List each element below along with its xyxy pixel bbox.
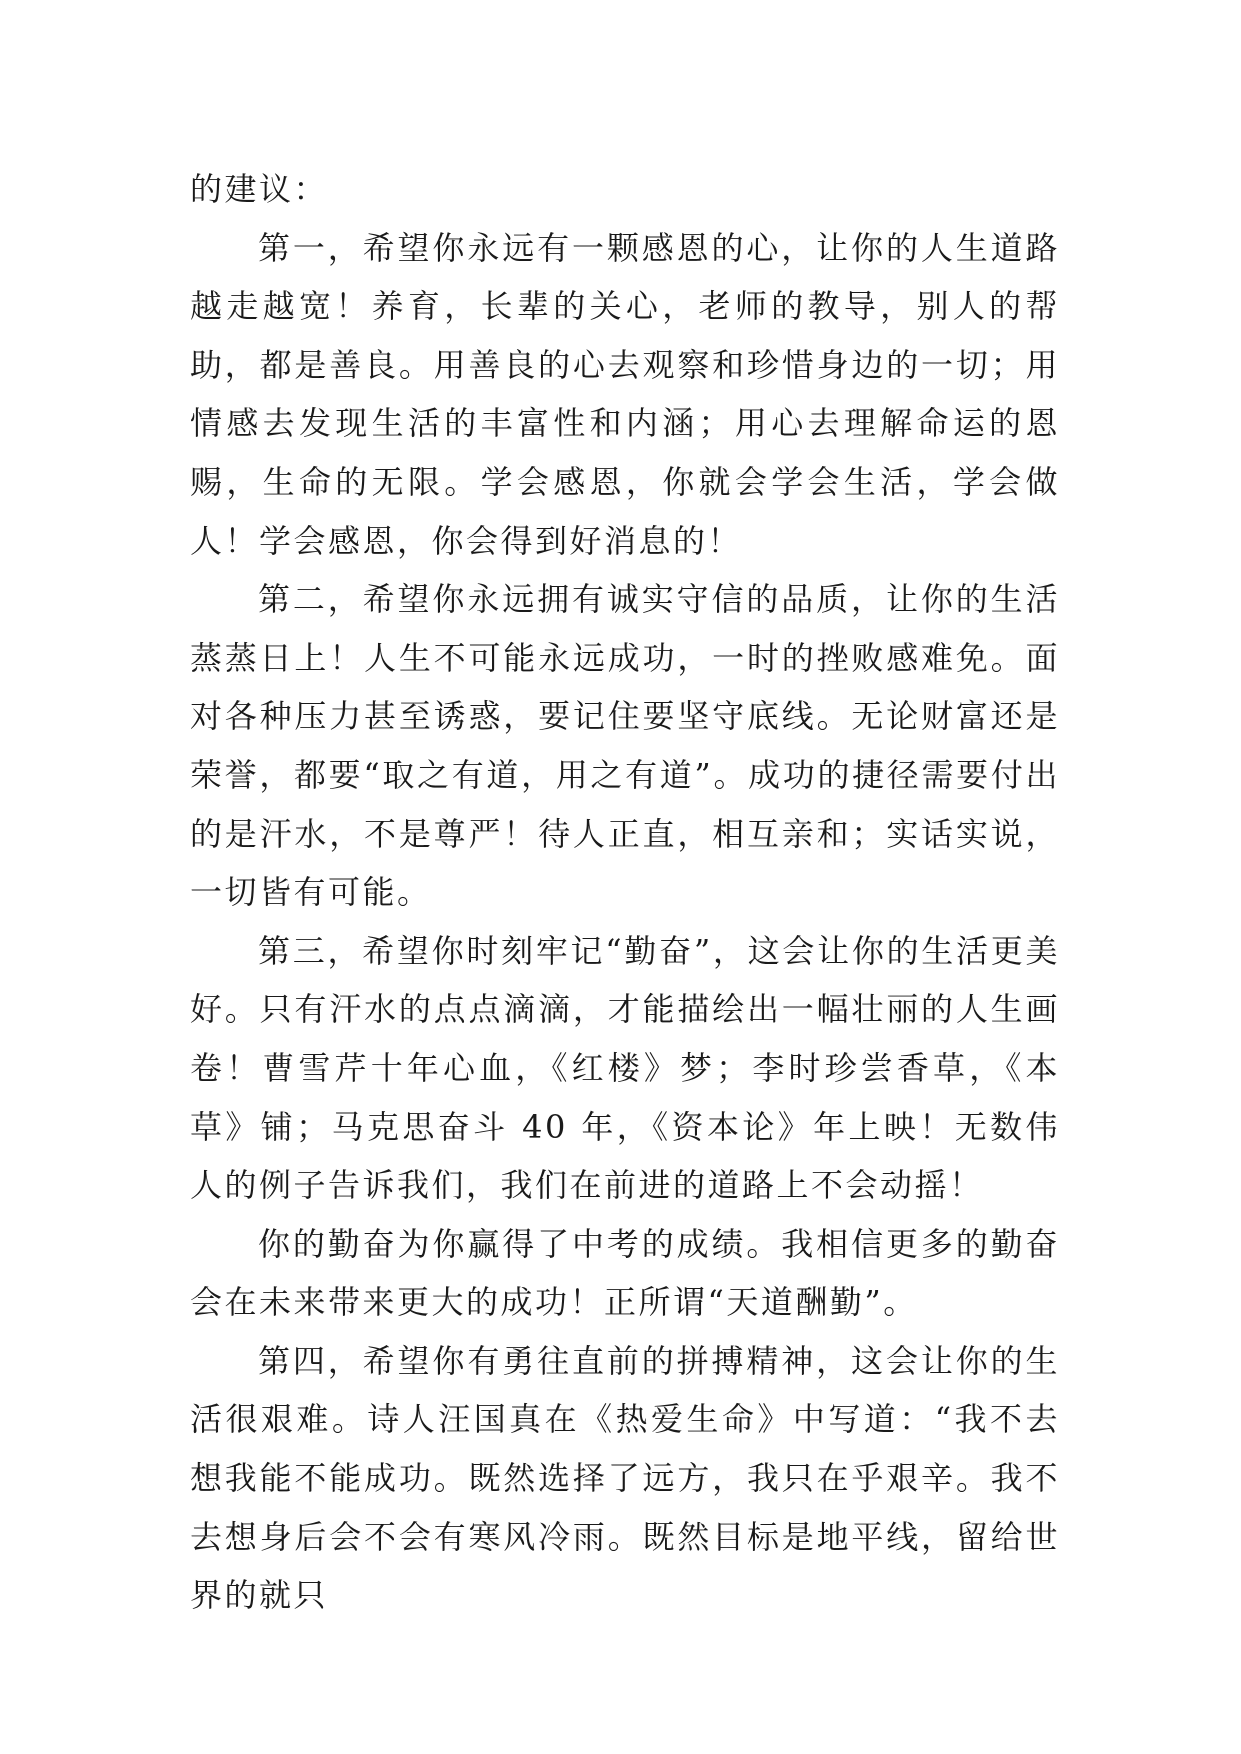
paragraph-intro-tail: 的建议： bbox=[190, 170, 329, 208]
paragraph-diligence: 你的勤奋为你赢得了中考的成绩。我相信更多的勤奋会在未来带来更大的成功！正所谓“天道酬勤”。 bbox=[190, 1224, 1060, 1322]
paragraph-second: 第二，希望你永远拥有诚实守信的品质，让你的生活蒸蒸日上！人生不可能永远成功，一时的挫败感难免。面对各种压力甚至诱惑，要记住要坚守底线。无论财富还是荣誉，都要“取之有道，用之有道”。成功的捷径需要付出的是汗水，不是尊严！待人正直，相互亲和；实话实说，一切皆有可能。 bbox=[190, 580, 1060, 912]
paragraph-fourth: 第四，希望你有勇往直前的拼搏精神，这会让你的生活很艰难。诗人汪国真在《热爱生命》中写道：“我不去想我能不能成功。既然选择了远方，我只在乎艰辛。我不去想身后会不会有寒风冷雨。既然目标是地平线，留给世界的就只 bbox=[190, 1341, 1060, 1615]
paragraph-first: 第一，希望你永远有一颗感恩的心，让你的人生道路越走越宽！养育，长辈的关心，老师的教导，别人的帮助，都是善良。用善良的心去观察和珍惜身边的一切；用情感去发现生活的丰富性和内涵；用心去理解命运的恩赐，生命的无限。学会感恩，你就会学会生活，学会做人！学会感恩，你会得到好消息的！ bbox=[190, 228, 1060, 560]
document-body bbox=[190, 160, 1060, 1625]
paragraph-third: 第三，希望你时刻牢记“勤奋”，这会让你的生活更美好。只有汗水的点点滴滴，才能描绘出一幅壮丽的人生画卷！曹雪芹十年心血，《红楼》梦；李时珍尝香草，《本草》铺；马克思奋斗 40 年，《资本论》年上映！无数伟人的例子告诉我们，我们在前进的道路上不会动摇！ bbox=[190, 931, 1060, 1205]
